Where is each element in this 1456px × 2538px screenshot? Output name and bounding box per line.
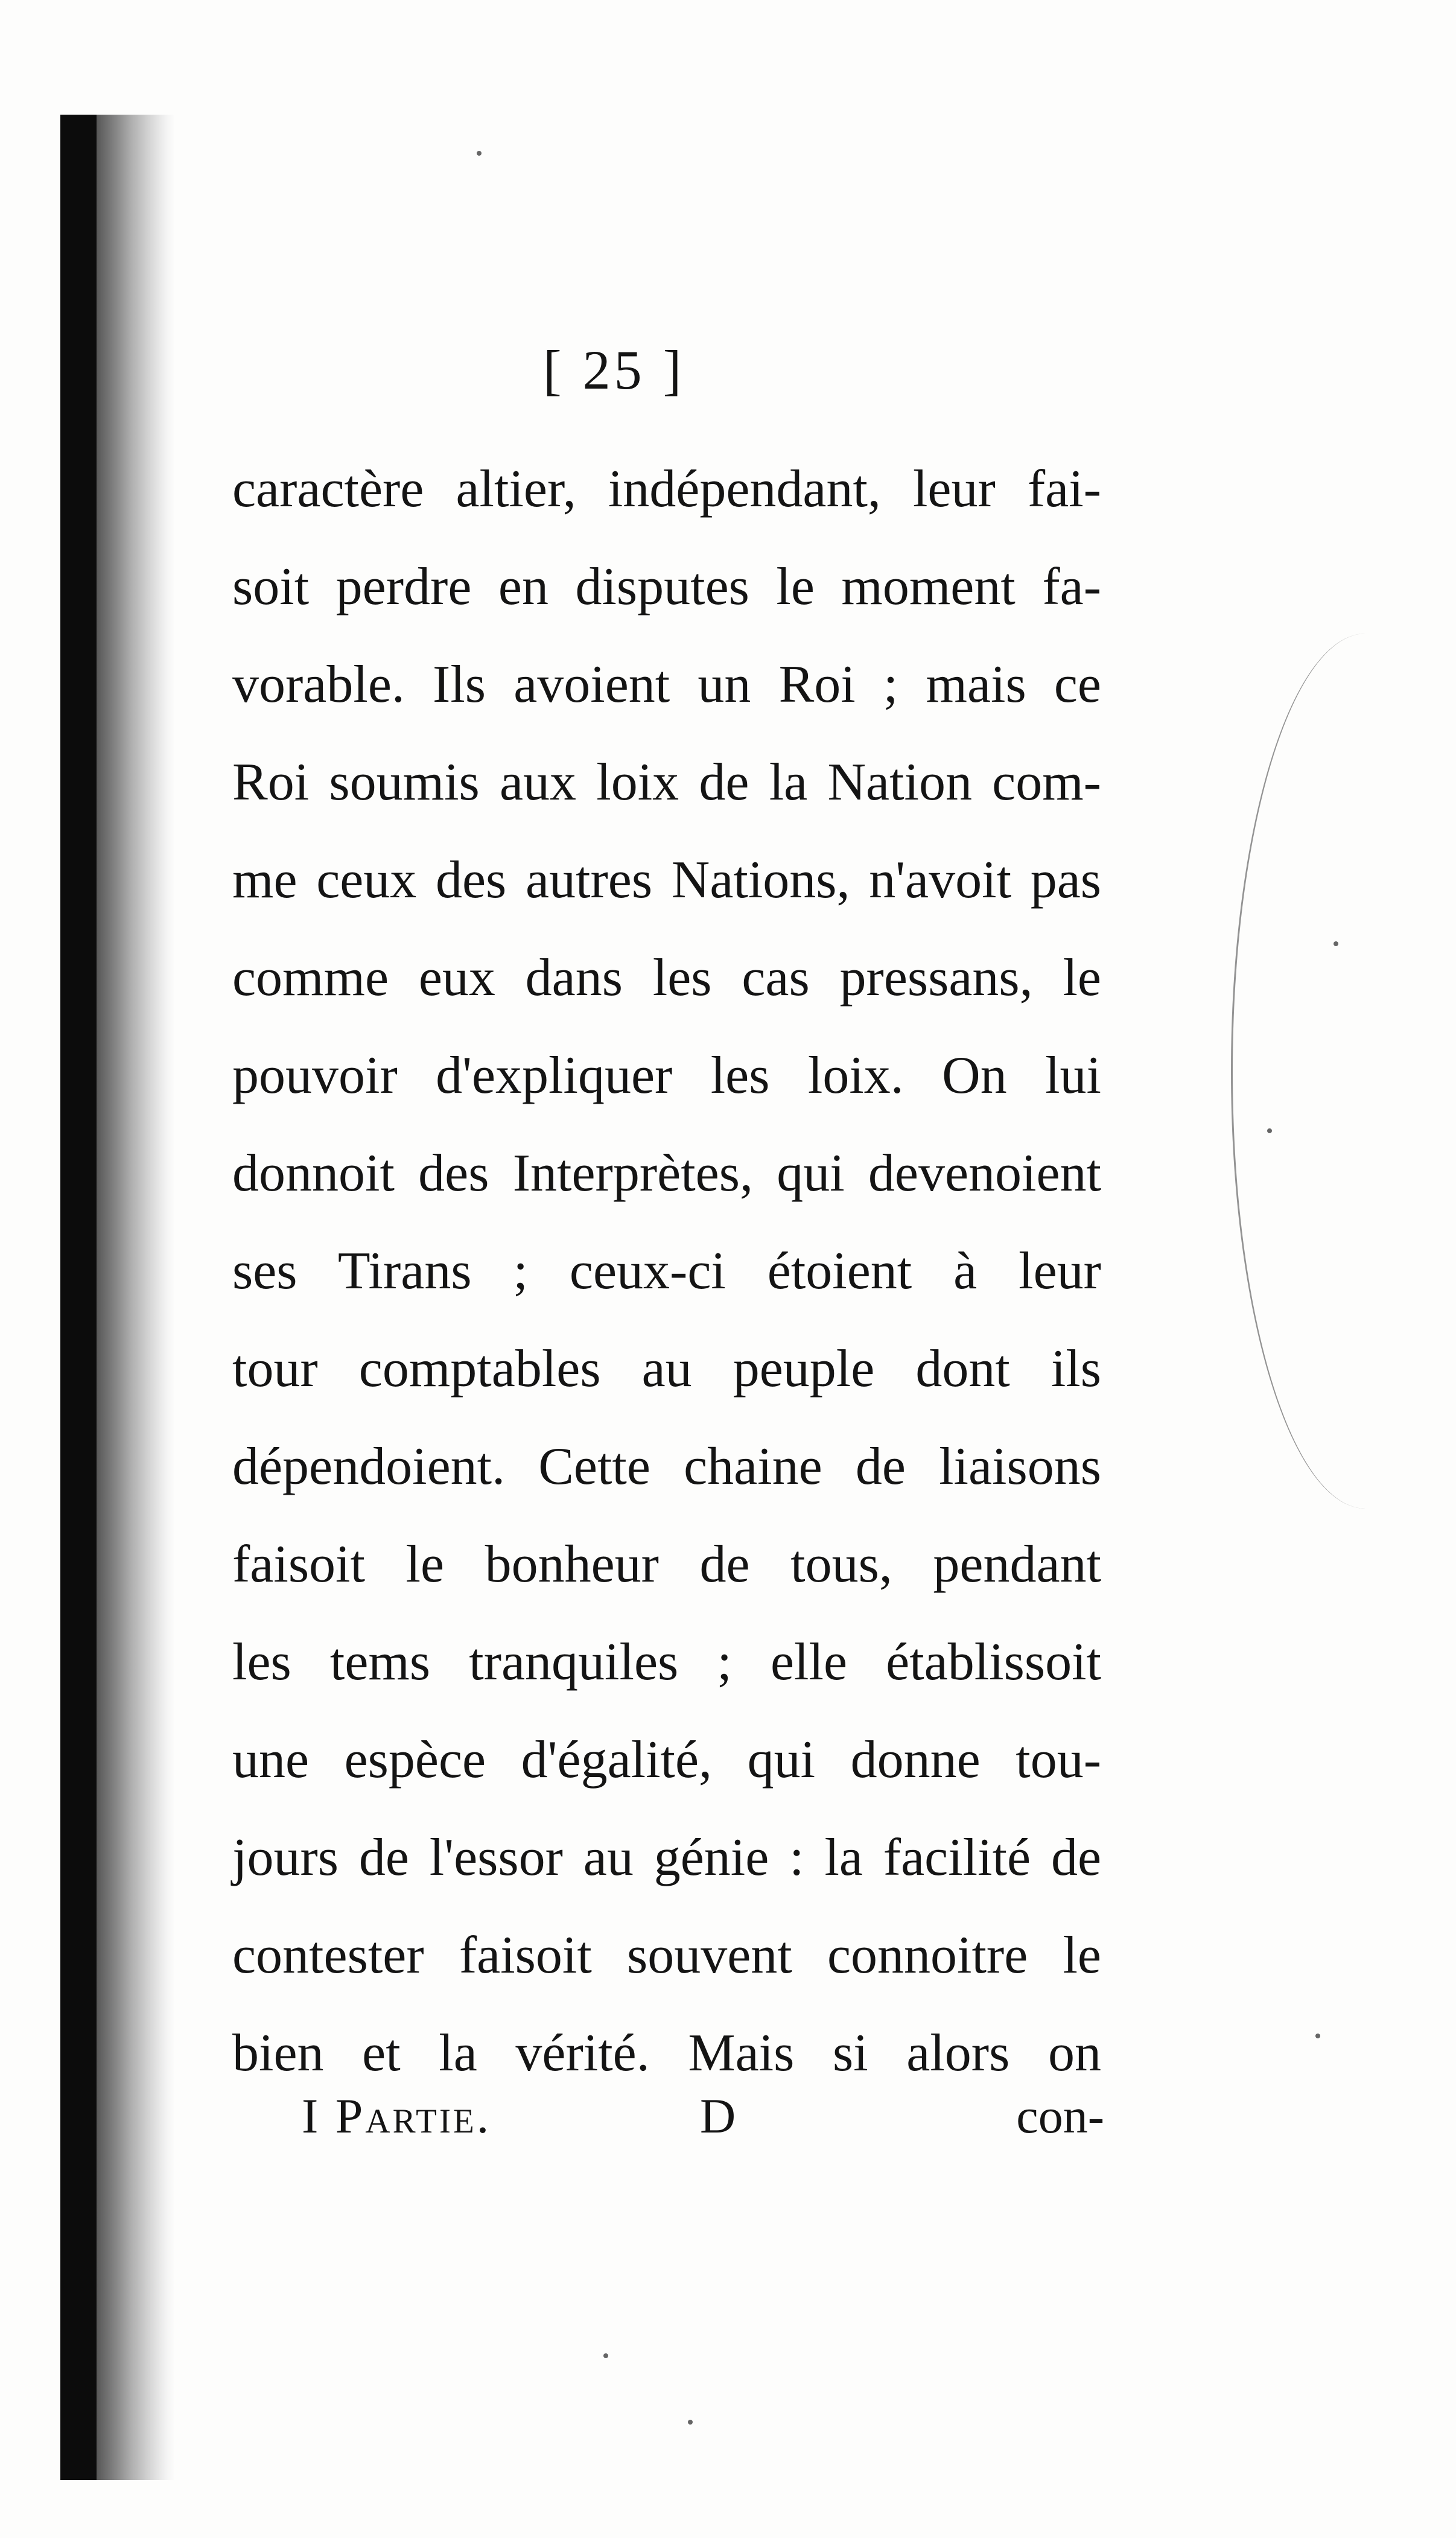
text-line: donnoit des Interprètes, qui devenoient xyxy=(232,1144,1101,1203)
speck xyxy=(688,2420,693,2425)
text-line: ses Tirans ; ceux-ci étoient à leur xyxy=(232,1242,1101,1300)
signature-letter: D xyxy=(700,2088,736,2143)
text-line: faisoit le bonheur de tous, pendant xyxy=(232,1535,1101,1594)
text-line: contester faisoit souvent connoitre le xyxy=(232,1926,1101,1985)
text-line: vorable. Ils avoient un Roi ; mais ce xyxy=(232,655,1101,714)
body-text xyxy=(232,440,1101,2102)
text-line: comme eux dans les cas pressans, le xyxy=(232,949,1101,1007)
page-curve xyxy=(1231,634,1365,1509)
speck xyxy=(1315,2034,1320,2038)
speck xyxy=(1267,1128,1272,1133)
text-line: pouvoir d'expliquer les loix. On lui xyxy=(232,1046,1101,1105)
page-number-header: [ 25 ] xyxy=(543,339,685,401)
catchword: con- xyxy=(1016,2088,1104,2143)
text-line: tour comptables au peuple dont ils xyxy=(232,1340,1101,1398)
text-line: dépendoient. Cette chaine de liaisons xyxy=(232,1437,1101,1496)
speck xyxy=(1334,941,1338,946)
text-line: les tems tranquiles ; elle établissoit xyxy=(232,1633,1101,1691)
text-line: jours de l'essor au génie : la facilité de xyxy=(232,1828,1101,1887)
signature-part: I Partie. xyxy=(302,2088,492,2143)
speck xyxy=(477,151,482,156)
text-line: soit perdre en disputes le moment fa- xyxy=(232,558,1101,616)
speck xyxy=(603,2353,608,2358)
book-gutter xyxy=(60,115,97,2480)
text-line: bien et la vérité. Mais si alors on xyxy=(232,2024,1101,2082)
text-line: me ceux des autres Nations, n'avoit pas xyxy=(232,851,1101,909)
text-line: Roi soumis aux loix de la Nation com- xyxy=(232,753,1101,812)
page-footer xyxy=(302,2088,1104,2160)
text-line: caractère altier, indépendant, leur fai- xyxy=(232,460,1101,518)
text-line: une espèce d'égalité, qui donne tou- xyxy=(232,1731,1101,1789)
